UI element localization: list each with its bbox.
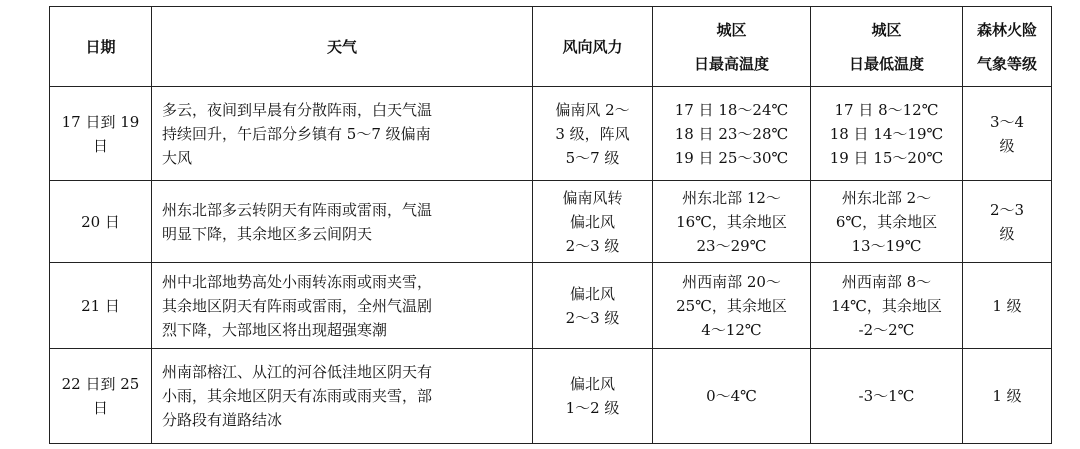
header-weather: 天气 (152, 7, 533, 87)
wind-line: 偏北风 (569, 375, 615, 393)
min-temp-line: 18 日 14～19℃ (829, 124, 944, 143)
header-wind: 风向风力 (533, 7, 653, 87)
min-temp-line: 6℃，其余地区 (835, 212, 938, 231)
forecast-table (49, 6, 1052, 444)
wind-cell (533, 181, 653, 263)
min-temp-line: 州东北部 2～ (841, 188, 932, 207)
max-temp-line: 16℃，其余地区 (676, 212, 787, 231)
max-temp-line: 25℃，其余地区 (676, 296, 787, 315)
wind-line: 偏北风 (569, 284, 615, 303)
min-temp-line: -3～1℃ (858, 387, 915, 405)
fire-risk-line: 1 级 (992, 387, 1022, 405)
min-temp-line: -2～2℃ (858, 320, 915, 339)
header-max-temp-line-2: 日最高温度 (693, 54, 769, 73)
fire-risk-line: 3～4 (989, 112, 1025, 131)
header-date: 日期 (50, 7, 152, 87)
date-cell (50, 263, 152, 349)
fire-risk-line: 1 级 (992, 296, 1022, 315)
min-temp-line: 19 日 15～20℃ (829, 148, 944, 167)
wind-line: 2～3 级 (565, 308, 620, 327)
wind-line: 1～2 级 (565, 399, 620, 417)
min-temp-line: 13～19℃ (851, 236, 922, 255)
date-cell (50, 349, 152, 444)
table-row (50, 87, 1052, 181)
weather-line: 其余地区阴天有阵雨或雷雨，全州气温剧 (162, 296, 433, 315)
date-line: 日 (92, 136, 108, 155)
weather-cell (152, 349, 533, 444)
max-temp-line: 4～12℃ (701, 320, 762, 339)
max-temp-line: 19 日 25～30℃ (674, 148, 789, 167)
wind-line: 5～7 级 (565, 148, 620, 167)
table-row (50, 263, 1052, 349)
weather-cell (152, 263, 533, 349)
max-temp-line: 18 日 23～28℃ (674, 124, 789, 143)
weather-cell (152, 87, 533, 181)
date-line: 17 日到 19 (61, 112, 140, 131)
min-temp-line: 17 日 8～12℃ (834, 100, 939, 119)
date-cell (50, 87, 152, 181)
min-temp-line: 14℃，其余地区 (831, 296, 942, 315)
weather-line: 分路段有道路结冰 (162, 411, 283, 429)
header-min-temp-line-2: 日最低温度 (848, 54, 924, 73)
weather-line: 小雨，其余地区阴天有冻雨或雨夹雪，部 (162, 387, 433, 405)
table-row (50, 349, 1052, 444)
table-row (50, 181, 1052, 263)
wind-line: 偏北风 (569, 212, 615, 231)
weather-line: 州中北部地势高处小雨转冻雨或雨夹雪， (162, 272, 433, 291)
fire-risk-cell (963, 263, 1052, 349)
weather-cell (152, 181, 533, 263)
min-temp-line: 州西南部 8～ (841, 272, 932, 291)
fire-risk-line: 级 (999, 224, 1015, 243)
wind-cell (533, 263, 653, 349)
fire-risk-cell (963, 349, 1052, 444)
max-temp-line: 0～4℃ (706, 387, 757, 405)
min-temp-cell (811, 263, 963, 349)
date-line: 22 日到 25 (61, 375, 140, 393)
wind-line: 偏南风 2～ (555, 100, 630, 119)
max-temp-cell (653, 263, 811, 349)
weather-line: 持续回升，午后部分乡镇有 5～7 级偏南 (162, 124, 431, 143)
fire-risk-line: 2～3 (989, 200, 1025, 219)
wind-line: 偏南风转 (562, 188, 623, 207)
date-line: 日 (92, 399, 108, 417)
header-min-temp-line-1: 城区 (871, 20, 902, 39)
max-temp-line: 23～29℃ (696, 236, 767, 255)
weather-line: 州东北部多云转阴天有阵雨或雷雨，气温 (162, 200, 433, 219)
date-cell (50, 181, 152, 263)
wind-cell (533, 349, 653, 444)
header-max-temp (653, 7, 811, 87)
max-temp-cell (653, 349, 811, 444)
min-temp-cell (811, 181, 963, 263)
weather-line: 多云，夜间到早晨有分散阵雨，白天气温 (162, 100, 433, 119)
wind-line: 2～3 级 (565, 236, 620, 255)
min-temp-cell (811, 349, 963, 444)
weather-line: 明显下降，其余地区多云间阴天 (162, 224, 373, 243)
weather-line: 大风 (162, 148, 193, 167)
max-temp-line: 州西南部 20～ (682, 272, 781, 291)
header-min-temp (811, 7, 963, 87)
header-fire-risk (963, 7, 1052, 87)
fire-risk-cell (963, 181, 1052, 263)
min-temp-cell (811, 87, 963, 181)
fire-risk-cell (963, 87, 1052, 181)
wind-cell (533, 87, 653, 181)
date-line: 20 日 (81, 212, 120, 231)
max-temp-line: 州东北部 12～ (682, 188, 781, 207)
wind-line: 3 级，阵风 (555, 124, 630, 143)
header-fire-risk-line-1: 森林火险 (976, 20, 1037, 39)
header-row (50, 7, 1052, 87)
date-line: 21 日 (81, 296, 120, 315)
max-temp-line: 17 日 18～24℃ (674, 100, 789, 119)
max-temp-cell (653, 87, 811, 181)
weather-line: 州南部榕江、从江的河谷低洼地区阴天有 (162, 363, 433, 381)
fire-risk-line: 级 (999, 136, 1015, 155)
weather-line: 烈下降，大部地区将出现超强寒潮 (162, 320, 388, 339)
max-temp-cell (653, 181, 811, 263)
header-fire-risk-line-2: 气象等级 (976, 54, 1037, 73)
header-max-temp-line-1: 城区 (716, 20, 747, 39)
